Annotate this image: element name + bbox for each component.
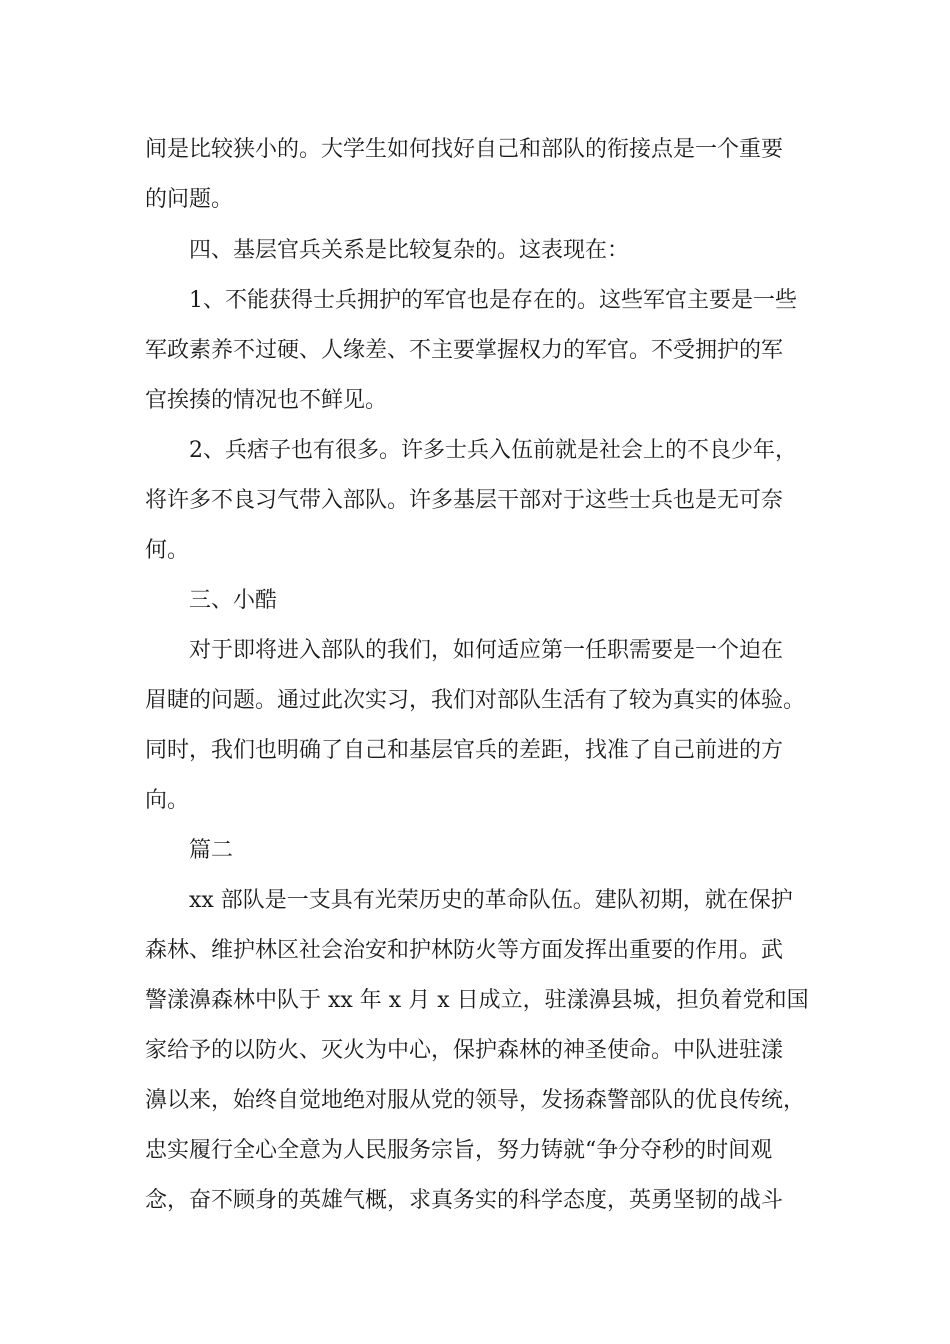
text-line: 间是比较狭小的。大学生如何找好自己和部队的衔接点是一个重要 — [145, 137, 784, 162]
text-line: 的问题。 — [145, 187, 234, 212]
text-line: 濞以来，始终自觉地绝对服从党的领导，发扬森警部队的优良传统， — [145, 1088, 806, 1113]
text-line: 念，奋不顾身的英雄气概，求真务实的科学态度，英勇坚韧的战斗 — [145, 1188, 784, 1213]
text-line: 向。 — [145, 788, 190, 813]
text-line: 1、不能获得士兵拥护的军官也是存在的。这些军官主要是一些 — [189, 288, 797, 313]
text-line: 军政素养不过硬、人缘差、不主要掌握权力的军官。不受拥护的军 — [145, 338, 784, 363]
text-line: 警漾濞森林中队于 xx 年 x 月 x 日成立，驻漾濞县城，担负着党和国 — [145, 988, 809, 1013]
text-line: 篇二 — [189, 838, 234, 863]
text-line: 森林、维护林区社会治安和护林防火等方面发挥出重要的作用。武 — [145, 938, 784, 963]
text-line: 四、基层官兵关系是比较复杂的。这表现在： — [189, 238, 630, 263]
text-line: 2、兵痞子也有很多。许多士兵入伍前就是社会上的不良少年， — [189, 438, 797, 463]
text-line: 何。 — [145, 538, 190, 563]
text-line: xx 部队是一支具有光荣历史的革命队伍。建队初期，就在保护 — [189, 888, 793, 913]
text-line: 三、小酷 — [189, 588, 278, 613]
text-line: 眉睫的问题。通过此次实习，我们对部队生活有了较为真实的体验。 — [145, 688, 806, 713]
text-line: 对于即将进入部队的我们，如何适应第一任职需要是一个迫在 — [189, 638, 784, 663]
text-line: 家给予的以防火、灭火为中心，保护森林的神圣使命。中队进驻漾 — [145, 1038, 784, 1063]
text-line: 将许多不良习气带入部队。许多基层干部对于这些士兵也是无可奈 — [145, 488, 784, 513]
text-line: 忠实履行全心全意为人民服务宗旨，努力铸就“争分夺秒的时间观 — [145, 1138, 773, 1163]
text-line: 同时，我们也明确了自己和基层官兵的差距，找准了自己前进的方 — [145, 738, 784, 763]
text-line: 官挨揍的情况也不鲜见。 — [145, 388, 388, 413]
